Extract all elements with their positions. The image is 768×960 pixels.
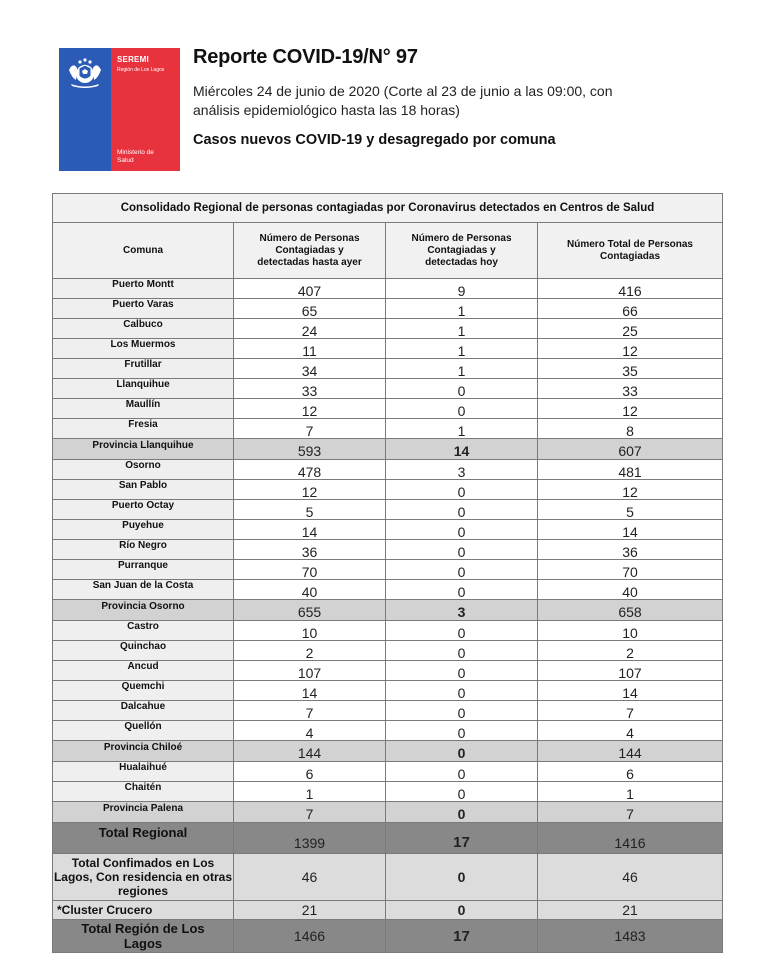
- logo-region: Región de Los Lagos: [117, 67, 165, 73]
- cell-hoy: 1: [386, 299, 538, 319]
- cell-ayer: 2: [234, 641, 386, 661]
- cell-ayer: 107: [234, 661, 386, 681]
- table-row: [53, 520, 723, 540]
- cell-hoy: 1: [386, 339, 538, 359]
- cell-ayer: 6: [234, 762, 386, 782]
- cell-total: 144: [538, 741, 723, 762]
- cell-ayer: 24: [234, 319, 386, 339]
- cell-hoy: 17: [386, 823, 538, 854]
- comuna-name: Hualaihué: [53, 762, 234, 782]
- cell-hoy: 0: [386, 854, 538, 901]
- cell-total: 10: [538, 621, 723, 641]
- cluster-label: *Cluster Crucero: [53, 901, 234, 920]
- cell-ayer: 46: [234, 854, 386, 901]
- comuna-name: Quellón: [53, 721, 234, 741]
- cell-ayer: 33: [234, 379, 386, 399]
- cases-table: [52, 193, 723, 953]
- comuna-name: Osorno: [53, 460, 234, 480]
- cell-hoy: 9: [386, 279, 538, 299]
- cell-total: 2: [538, 641, 723, 661]
- logo-blue-panel: [59, 48, 111, 171]
- cell-hoy: 0: [386, 741, 538, 762]
- logo-brand: SEREMI: [117, 55, 149, 64]
- cell-total: 40: [538, 580, 723, 600]
- cell-ayer: 12: [234, 399, 386, 419]
- cell-hoy: 0: [386, 520, 538, 540]
- table-row: [53, 701, 723, 721]
- cell-ayer: 10: [234, 621, 386, 641]
- cell-total: 1483: [538, 920, 723, 953]
- cell-ayer: 1399: [234, 823, 386, 854]
- table-row: [53, 580, 723, 600]
- cell-hoy: 0: [386, 641, 538, 661]
- section-heading: Casos nuevos COVID-19 y desagregado por comuna: [193, 132, 556, 148]
- cell-total: 21: [538, 901, 723, 920]
- cell-ayer: 65: [234, 299, 386, 319]
- cell-ayer: 1466: [234, 920, 386, 953]
- cell-ayer: 655: [234, 600, 386, 621]
- comuna-name: Purranque: [53, 560, 234, 580]
- province-subtotal-row: [53, 802, 723, 823]
- comuna-name: Chaitén: [53, 782, 234, 802]
- province-name: Provincia Chiloé: [53, 741, 234, 762]
- cell-ayer: 34: [234, 359, 386, 379]
- comuna-name: Quinchao: [53, 641, 234, 661]
- province-subtotal-row: [53, 439, 723, 460]
- cell-hoy: 0: [386, 580, 538, 600]
- cell-total: 14: [538, 681, 723, 701]
- cell-hoy: 0: [386, 661, 538, 681]
- comuna-name: Ancud: [53, 661, 234, 681]
- cell-hoy: 0: [386, 560, 538, 580]
- province-name: Provincia Palena: [53, 802, 234, 823]
- cell-ayer: 4: [234, 721, 386, 741]
- comuna-name: Los Muermos: [53, 339, 234, 359]
- cell-ayer: 407: [234, 279, 386, 299]
- table-row: [53, 419, 723, 439]
- report-date: Miércoles 24 de junio de 2020 (Corte al 23 de junio a las 09:00, con análisis epidemiológico hasta las 18 horas): [193, 83, 613, 118]
- cell-hoy: 1: [386, 359, 538, 379]
- table-row: [53, 721, 723, 741]
- cell-total: 607: [538, 439, 723, 460]
- table-row: [53, 399, 723, 419]
- report-title: Reporte COVID-19/N° 97: [193, 46, 418, 68]
- cell-ayer: 5: [234, 500, 386, 520]
- comuna-name: Dalcahue: [53, 701, 234, 721]
- table-row: [53, 762, 723, 782]
- cell-hoy: 17: [386, 920, 538, 953]
- table-header-row: [53, 223, 723, 279]
- cell-hoy: 1: [386, 319, 538, 339]
- table-row: [53, 359, 723, 379]
- cell-total: 33: [538, 379, 723, 399]
- comuna-name: Castro: [53, 621, 234, 641]
- cell-hoy: 0: [386, 399, 538, 419]
- cell-total: 107: [538, 661, 723, 681]
- cell-ayer: 1: [234, 782, 386, 802]
- comuna-name: Maullín: [53, 399, 234, 419]
- table-row: [53, 560, 723, 580]
- cell-hoy: 0: [386, 681, 538, 701]
- cell-hoy: 0: [386, 701, 538, 721]
- comuna-name: Puyehue: [53, 520, 234, 540]
- comuna-name: Llanquihue: [53, 379, 234, 399]
- cell-total: 25: [538, 319, 723, 339]
- province-name: Provincia Osorno: [53, 600, 234, 621]
- cell-ayer: 7: [234, 802, 386, 823]
- table-row: [53, 279, 723, 299]
- total-regional-label: Total Regional: [53, 823, 234, 854]
- cell-ayer: 14: [234, 520, 386, 540]
- cell-ayer: 7: [234, 419, 386, 439]
- table-row: [53, 480, 723, 500]
- cell-hoy: 1: [386, 419, 538, 439]
- total-regional-row: [53, 823, 723, 854]
- comuna-name: Puerto Montt: [53, 279, 234, 299]
- cell-total: 658: [538, 600, 723, 621]
- cell-ayer: 14: [234, 681, 386, 701]
- table-row: [53, 641, 723, 661]
- cell-hoy: 14: [386, 439, 538, 460]
- cell-ayer: 12: [234, 480, 386, 500]
- cell-hoy: 0: [386, 802, 538, 823]
- cell-total: 66: [538, 299, 723, 319]
- cell-total: 416: [538, 279, 723, 299]
- cell-total: 36: [538, 540, 723, 560]
- cell-total: 1: [538, 782, 723, 802]
- cell-total: 5: [538, 500, 723, 520]
- comuna-name: Puerto Octay: [53, 500, 234, 520]
- cell-ayer: 7: [234, 701, 386, 721]
- cell-total: 12: [538, 339, 723, 359]
- table-row: [53, 299, 723, 319]
- cell-ayer: 144: [234, 741, 386, 762]
- total-region-label: Total Región de Los Lagos: [53, 920, 234, 953]
- other-regions-label: Total Confimados en Los Lagos, Con residencia en otras regiones: [53, 854, 234, 901]
- cell-ayer: 70: [234, 560, 386, 580]
- cell-total: 12: [538, 480, 723, 500]
- cell-total: 7: [538, 701, 723, 721]
- chile-coat-of-arms-icon: [65, 56, 105, 90]
- col-header-ayer: Número de Personas Contagiadas y detectadas hasta ayer: [234, 223, 386, 279]
- logo-ministry: Ministerio de Salud: [117, 149, 154, 164]
- table-row: [53, 621, 723, 641]
- cell-ayer: 40: [234, 580, 386, 600]
- cell-ayer: 593: [234, 439, 386, 460]
- cell-total: 14: [538, 520, 723, 540]
- table-row: [53, 319, 723, 339]
- province-subtotal-row: [53, 600, 723, 621]
- table-row: [53, 500, 723, 520]
- cell-total: 46: [538, 854, 723, 901]
- cluster-crucero-row: [53, 901, 723, 920]
- table-row: [53, 540, 723, 560]
- cell-total: 35: [538, 359, 723, 379]
- comuna-name: Puerto Varas: [53, 299, 234, 319]
- cell-hoy: 0: [386, 762, 538, 782]
- comuna-name: Frutillar: [53, 359, 234, 379]
- cell-hoy: 3: [386, 600, 538, 621]
- seremi-logo: [59, 48, 180, 171]
- cell-total: 6: [538, 762, 723, 782]
- cell-total: 70: [538, 560, 723, 580]
- col-header-comuna: Comuna: [53, 223, 234, 279]
- other-regions-row: [53, 854, 723, 901]
- cell-total: 4: [538, 721, 723, 741]
- cell-hoy: 0: [386, 379, 538, 399]
- comuna-name: Río Negro: [53, 540, 234, 560]
- cell-total: 481: [538, 460, 723, 480]
- cell-hoy: 0: [386, 540, 538, 560]
- province-name: Provincia Llanquihue: [53, 439, 234, 460]
- cell-hoy: 0: [386, 721, 538, 741]
- cell-total: 12: [538, 399, 723, 419]
- table-row: [53, 460, 723, 480]
- col-header-hoy: Número de Personas Contagiadas y detectadas hoy: [386, 223, 538, 279]
- cell-hoy: 0: [386, 901, 538, 920]
- logo-red-panel: [111, 48, 180, 171]
- cell-hoy: 0: [386, 500, 538, 520]
- table-row: [53, 782, 723, 802]
- comuna-name: San Juan de la Costa: [53, 580, 234, 600]
- cell-ayer: 36: [234, 540, 386, 560]
- col-header-total: Número Total de Personas Contagiadas: [538, 223, 723, 279]
- comuna-name: San Pablo: [53, 480, 234, 500]
- total-region-los-lagos-row: [53, 920, 723, 953]
- comuna-name: Fresia: [53, 419, 234, 439]
- cell-hoy: 3: [386, 460, 538, 480]
- table-row: [53, 661, 723, 681]
- cell-hoy: 0: [386, 480, 538, 500]
- cell-hoy: 0: [386, 782, 538, 802]
- cell-total: 7: [538, 802, 723, 823]
- cell-ayer: 21: [234, 901, 386, 920]
- cell-ayer: 11: [234, 339, 386, 359]
- table-row: [53, 681, 723, 701]
- cell-total: 8: [538, 419, 723, 439]
- cell-hoy: 0: [386, 621, 538, 641]
- table-row: [53, 379, 723, 399]
- cell-total: 1416: [538, 823, 723, 854]
- cell-ayer: 478: [234, 460, 386, 480]
- table-row: [53, 339, 723, 359]
- comuna-name: Calbuco: [53, 319, 234, 339]
- table-caption: Consolidado Regional de personas contagiadas por Coronavirus detectados en Centros de Salud: [53, 194, 723, 223]
- comuna-name: Quemchi: [53, 681, 234, 701]
- table-caption-row: [53, 194, 723, 223]
- province-subtotal-row: [53, 741, 723, 762]
